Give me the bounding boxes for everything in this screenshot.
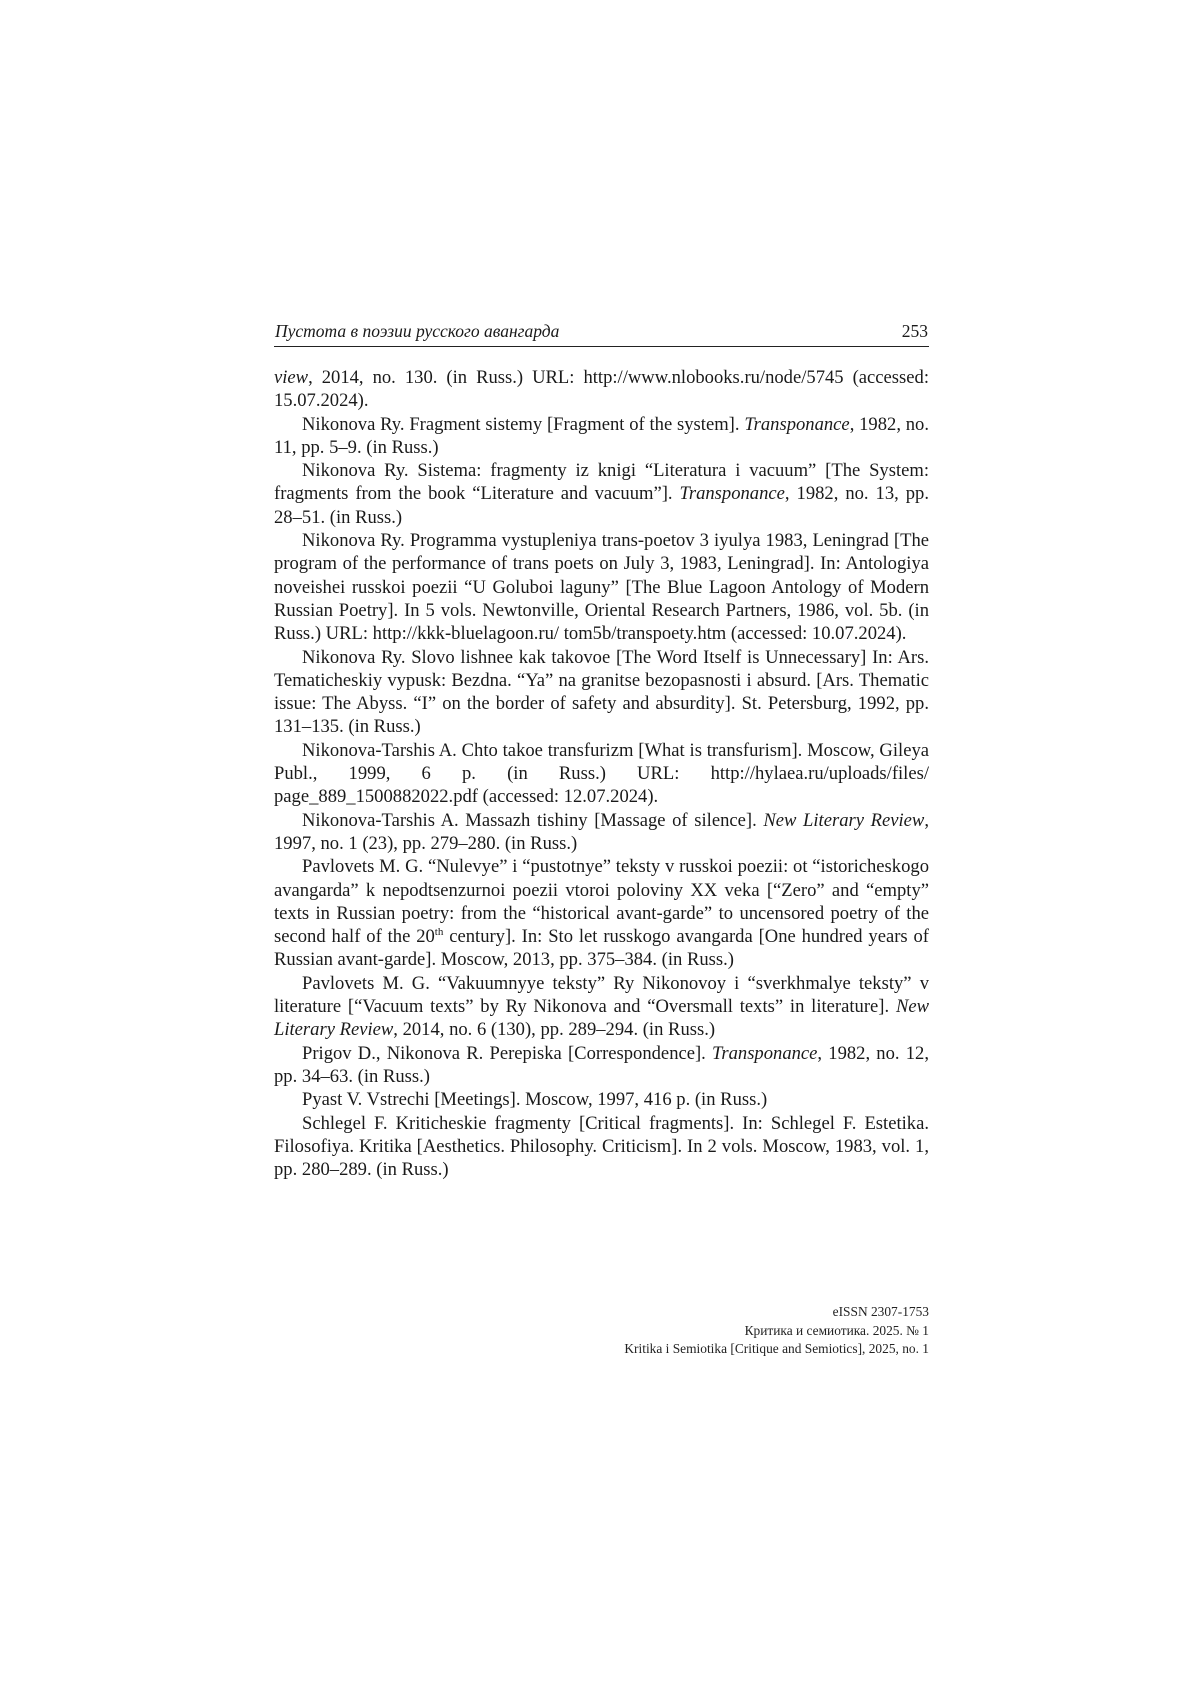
reference-list: [274, 366, 929, 1181]
reference-entry: [274, 459, 929, 529]
reference-text: Nikonova-Tarshis A. Massazh tishiny [Massage of silence].: [302, 810, 763, 831]
footer-journal-ru: Критика и семиотика. 2025. № 1: [624, 1322, 929, 1341]
running-header: [274, 320, 929, 347]
italic-title: Transponance: [680, 483, 785, 504]
page-number: 253: [902, 321, 928, 342]
reference-entry: [274, 972, 929, 1042]
reference-text: century]. In: Sto let russkogo avangarda [One hundred years of Russian avant-garde]. Moscow, 2013, pp. 375–384. (in Russ.): [274, 926, 929, 970]
italic-title: view: [274, 367, 308, 388]
reference-text: Prigov D., Nikonova R. Perepiska [Correspondence].: [302, 1043, 712, 1064]
footer-journal-en: Kritika i Semiotika [Critique and Semiotics], 2025, no. 1: [624, 1340, 929, 1359]
reference-text: , 2014, no. 6 (130), pp. 289–294. (in Russ.): [393, 1019, 715, 1040]
reference-text: Nikonova Ry. Fragment sistemy [Fragment of the system].: [302, 414, 744, 435]
reference-text: Nikonova Ry. Slovo lishnee kak takovoe [The Word Itself is Unnecessary] In: Ars. Tematicheskiy vypusk: Bezdna. “Ya” na granitse bezopasnosti i absurd. [Ars. Thematic issue: The Abyss. “I” on the border of safety and absurdity]. St. Petersburg, 1992, pp. 131–135. (in Russ.): [274, 647, 929, 738]
reference-text: , 1982, no. 12, pp. 34–63. (in Russ.): [274, 1043, 929, 1087]
reference-text: Schlegel F. Kriticheskie fragmenty [Critical fragments]. In: Schlegel F. Estetika. Filosofiya. Kritika [Aesthetics. Philosophy. Criticism]. In 2 vols. Moscow, 1983, vol. 1, pp. 280–289. (in Russ.): [274, 1113, 929, 1181]
reference-text: Nikonova Ry. Programma vystupleniya trans-poetov 3 iyulya 1983, Leningrad [The program of the performance of trans poets on July 3, 1983, Leningrad]. In: Antologiya noveishei russkoi poezii “U Goluboi laguny” [The Blue Lagoon Antology of Modern Russian Poetry]. In 5 vols. Newtonville, Oriental Research Partners, 1986, vol. 5b. (in Russ.) URL: http://kkk-bluelagoon.ru/ tom5b/transpoety.htm (accessed: 10.07.2024).: [274, 530, 929, 644]
reference-text: , 1982, no. 13, pp. 28–51. (in Russ.): [274, 483, 929, 527]
reference-entry: [274, 1088, 929, 1111]
reference-text: , 1997, no. 1 (23), pp. 279–280. (in Russ.): [274, 810, 929, 854]
page-footer: [624, 1303, 929, 1359]
reference-entry: [274, 646, 929, 739]
footer-issn: eISSN 2307-1753: [624, 1303, 929, 1322]
reference-entry: [274, 1042, 929, 1089]
reference-text: Pavlovets M. G. “Nulevye” i “pustotnye” teksty v russkoi poezii: ot “istoricheskogo avangarda” k nepodtsenzurnoi poezii vtoroi poloviny XX veka [“Zero” and “empty” texts in Russian poetry: from the “historical avant-garde” to uncensored poetry of the second half of the 20: [274, 856, 929, 947]
italic-title: New Literary Review: [763, 810, 924, 831]
reference-text: Pavlovets M. G. “Vakuumnyye teksty” Ry Nikonovoy i “sverkhmalye teksty” v literature [“Vacuum texts” by Ry Nikonova and “Oversmall texts” in literature].: [274, 973, 929, 1017]
superscript: th: [435, 926, 444, 938]
reference-entry: [274, 809, 929, 856]
reference-entry: [274, 366, 929, 413]
reference-entry: [274, 413, 929, 460]
reference-text: Nikonova-Tarshis A. Chto takoe transfurizm [What is transfurism]. Moscow, Gileya Publ., 1999, 6 p. (in Russ.) URL: http://hylaea.ru/uploads/files/ page_889_1500882022.pdf (accessed: 12.07.2024).: [274, 740, 929, 808]
reference-text: , 1982, no. 11, pp. 5–9. (in Russ.): [274, 414, 929, 458]
italic-title: New Literary Review: [274, 996, 929, 1040]
reference-entry: [274, 855, 929, 971]
reference-text: , 2014, no. 130. (in Russ.) URL: http://www.nlobooks.ru/node/5745 (accessed: 15.07.2024).: [274, 367, 929, 411]
italic-title: Transponance: [744, 414, 849, 435]
running-title: Пустота в поэзии русского авангарда: [275, 321, 559, 342]
reference-text: Pyast V. Vstrechi [Meetings]. Moscow, 1997, 416 p. (in Russ.): [302, 1089, 767, 1110]
reference-text: Nikonova Ry. Sistema: fragmenty iz knigi “Literatura i vacuum” [The System: fragments from the book “Literature and vacuum”].: [274, 460, 929, 504]
reference-entry: [274, 739, 929, 809]
reference-entry: [274, 1112, 929, 1182]
reference-entry: [274, 529, 929, 645]
italic-title: Transponance: [712, 1043, 817, 1064]
